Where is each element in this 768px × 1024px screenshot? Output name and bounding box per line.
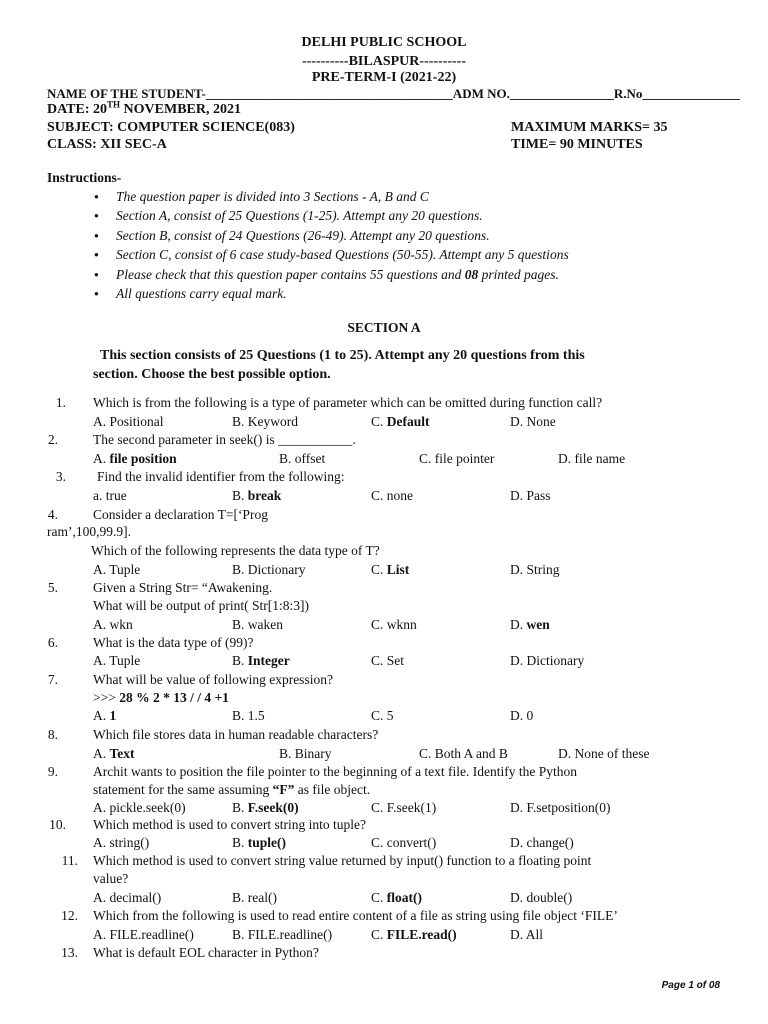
option-b: B. 1.5 — [232, 708, 265, 723]
question-text-line2: value? — [93, 871, 129, 886]
option-a: A. wkn — [93, 617, 133, 632]
time-allowed: TIME= 90 MINUTES — [511, 137, 643, 152]
class: CLASS: XII SEC-A — [47, 137, 167, 152]
question-text: Given a String Str= “Awakening. — [93, 580, 273, 595]
option-b: B. Dictionary — [232, 562, 306, 577]
option-d: D. None — [510, 414, 556, 429]
question-text: What will be value of following expression? — [93, 672, 333, 687]
question-number: 7. — [47, 672, 58, 687]
question-text-line3: Which of the following represents the data type of T? — [91, 543, 380, 558]
instruction-item: ● Please check that this question paper contains 55 questions and 08 printed pages. — [94, 265, 569, 284]
option-b: B. waken — [232, 617, 283, 632]
option-b: B. F.seek(0) — [232, 800, 299, 815]
option-c: C. Both A and B — [419, 746, 508, 761]
maximum-marks: MAXIMUM MARKS= 35 — [511, 120, 668, 135]
question-expression: >>> 28 % 2 * 13 / / 4 +1 — [93, 690, 229, 705]
option-d: D. Dictionary — [510, 653, 585, 668]
option-c: C. float() — [371, 890, 422, 905]
option-b: B. tuple() — [232, 835, 287, 850]
option-d: D. change() — [510, 835, 574, 850]
option-d: D. None of these — [558, 746, 650, 761]
option-d: D. All — [510, 927, 544, 942]
school-branch: ----------BILASPUR---------- — [301, 54, 467, 69]
option-a: A. pickle.seek(0) — [93, 800, 186, 815]
option-a: a. true — [93, 488, 127, 503]
instruction-item: ● Section A, consist of 25 Questions (1-25). Attempt any 20 questions. — [94, 206, 569, 225]
question-text-line2: statement for the same assuming “F” as file object. — [93, 782, 371, 797]
option-d: D. file name — [558, 451, 626, 466]
option-c: C. wknn — [371, 617, 417, 632]
option-a: A. FILE.readline() — [93, 927, 194, 942]
option-c: C. Set — [371, 653, 405, 668]
question-number: 11. — [61, 853, 78, 868]
exam-date: DATE: 20TH NOVEMBER, 2021 — [47, 99, 241, 117]
instructions-list — [94, 187, 569, 303]
option-b: B. FILE.readline() — [232, 927, 333, 942]
question-number: 2. — [47, 432, 58, 447]
option-b: B. real() — [232, 890, 277, 905]
instruction-item: ● Section C, consist of 6 case study-based Questions (50-55). Attempt any 5 questions — [94, 245, 569, 264]
option-b: B. Integer — [232, 653, 290, 668]
instruction-item: ● The question paper is divided into 3 Sections - A, B and C — [94, 187, 569, 206]
question-number: 6. — [47, 635, 58, 650]
question-text: Which method is used to convert string value returned by input() function to a floating point — [93, 853, 592, 868]
option-c: C. F.seek(1) — [371, 800, 437, 815]
instruction-item: ● All questions carry equal mark. — [94, 284, 569, 303]
question-text: Find the invalid identifier from the following: — [97, 469, 345, 484]
exam-title: PRE-TERM-I (2021-22) — [311, 70, 457, 85]
option-b: B. Keyword — [232, 414, 298, 429]
question-text: What is default EOL character in Python? — [93, 945, 319, 960]
question-number: 4. — [47, 507, 58, 522]
school-name: DELHI PUBLIC SCHOOL — [301, 35, 467, 50]
option-b: B. Binary — [279, 746, 332, 761]
option-a: A. Tuple — [93, 653, 141, 668]
instructions-title: Instructions- — [47, 170, 122, 185]
question-number: 13. — [61, 945, 78, 960]
option-c: C. Default — [371, 414, 430, 429]
option-d: D. Pass — [510, 488, 551, 503]
section-intro-line2: section. Choose the best possible option. — [93, 367, 331, 382]
question-number: 10. — [49, 817, 66, 832]
option-d: D. wen — [510, 617, 550, 632]
question-number: 12. — [61, 908, 78, 923]
option-a: A. Tuple — [93, 562, 141, 577]
section-title: SECTION A — [347, 320, 421, 335]
question-text: The second parameter in seek() is ___________. — [93, 432, 356, 447]
option-a: A. file position — [93, 451, 177, 466]
question-text-continued: ram’,100,99.9]. — [47, 524, 131, 539]
option-d: D. double() — [510, 890, 573, 905]
option-b: B. offset — [279, 451, 326, 466]
option-c: C. none — [371, 488, 413, 503]
question-number: 5. — [47, 580, 58, 595]
question-text: Which is from the following is a type of parameter which can be omitted during function call? — [93, 395, 603, 410]
question-text: Archit wants to position the file pointer to the beginning of a text file. Identify the Python — [93, 764, 578, 779]
question-number: 1. — [55, 395, 66, 410]
question-number: 3. — [55, 469, 66, 484]
option-d: D. 0 — [510, 708, 534, 723]
option-b: B. break — [232, 488, 282, 503]
question-text: Consider a declaration T=[‘Prog — [93, 507, 268, 522]
question-number: 8. — [47, 727, 58, 742]
question-text-line2: What will be output of print( Str[1:8:3]) — [93, 598, 309, 613]
option-a: A. Positional — [93, 414, 164, 429]
option-c: C. List — [371, 562, 410, 577]
option-d: D. F.setposition(0) — [510, 800, 611, 815]
option-c: C. FILE.read() — [371, 927, 457, 942]
section-intro-line1: This section consists of 25 Questions (1 to 25). Attempt any 20 questions from this — [100, 348, 585, 363]
question-number: 9. — [47, 764, 58, 779]
subject: SUBJECT: COMPUTER SCIENCE(083) — [47, 120, 295, 135]
option-a: A. string() — [93, 835, 150, 850]
question-text: Which method is used to convert string into tuple? — [93, 817, 366, 832]
question-text: Which file stores data in human readable characters? — [93, 727, 379, 742]
student-name-line: NAME OF THE STUDENT-______________________________________ADM NO.________________R.No_______________ — [47, 86, 740, 101]
option-c: C. convert() — [371, 835, 437, 850]
option-a: A. 1 — [93, 708, 117, 723]
instruction-item: ● Section B, consist of 24 Questions (26-49). Attempt any 20 questions. — [94, 226, 569, 245]
option-c: C. 5 — [371, 708, 394, 723]
option-a: A. decimal() — [93, 890, 162, 905]
option-a: A. Text — [93, 746, 135, 761]
option-d: D. String — [510, 562, 560, 577]
option-c: C. file pointer — [419, 451, 495, 466]
question-text: What is the data type of (99)? — [93, 635, 254, 650]
page-number: Page 1 of 08 — [661, 980, 720, 991]
question-text: Which from the following is used to read entire content of a file as string using file object ‘FILE’ — [93, 908, 618, 923]
